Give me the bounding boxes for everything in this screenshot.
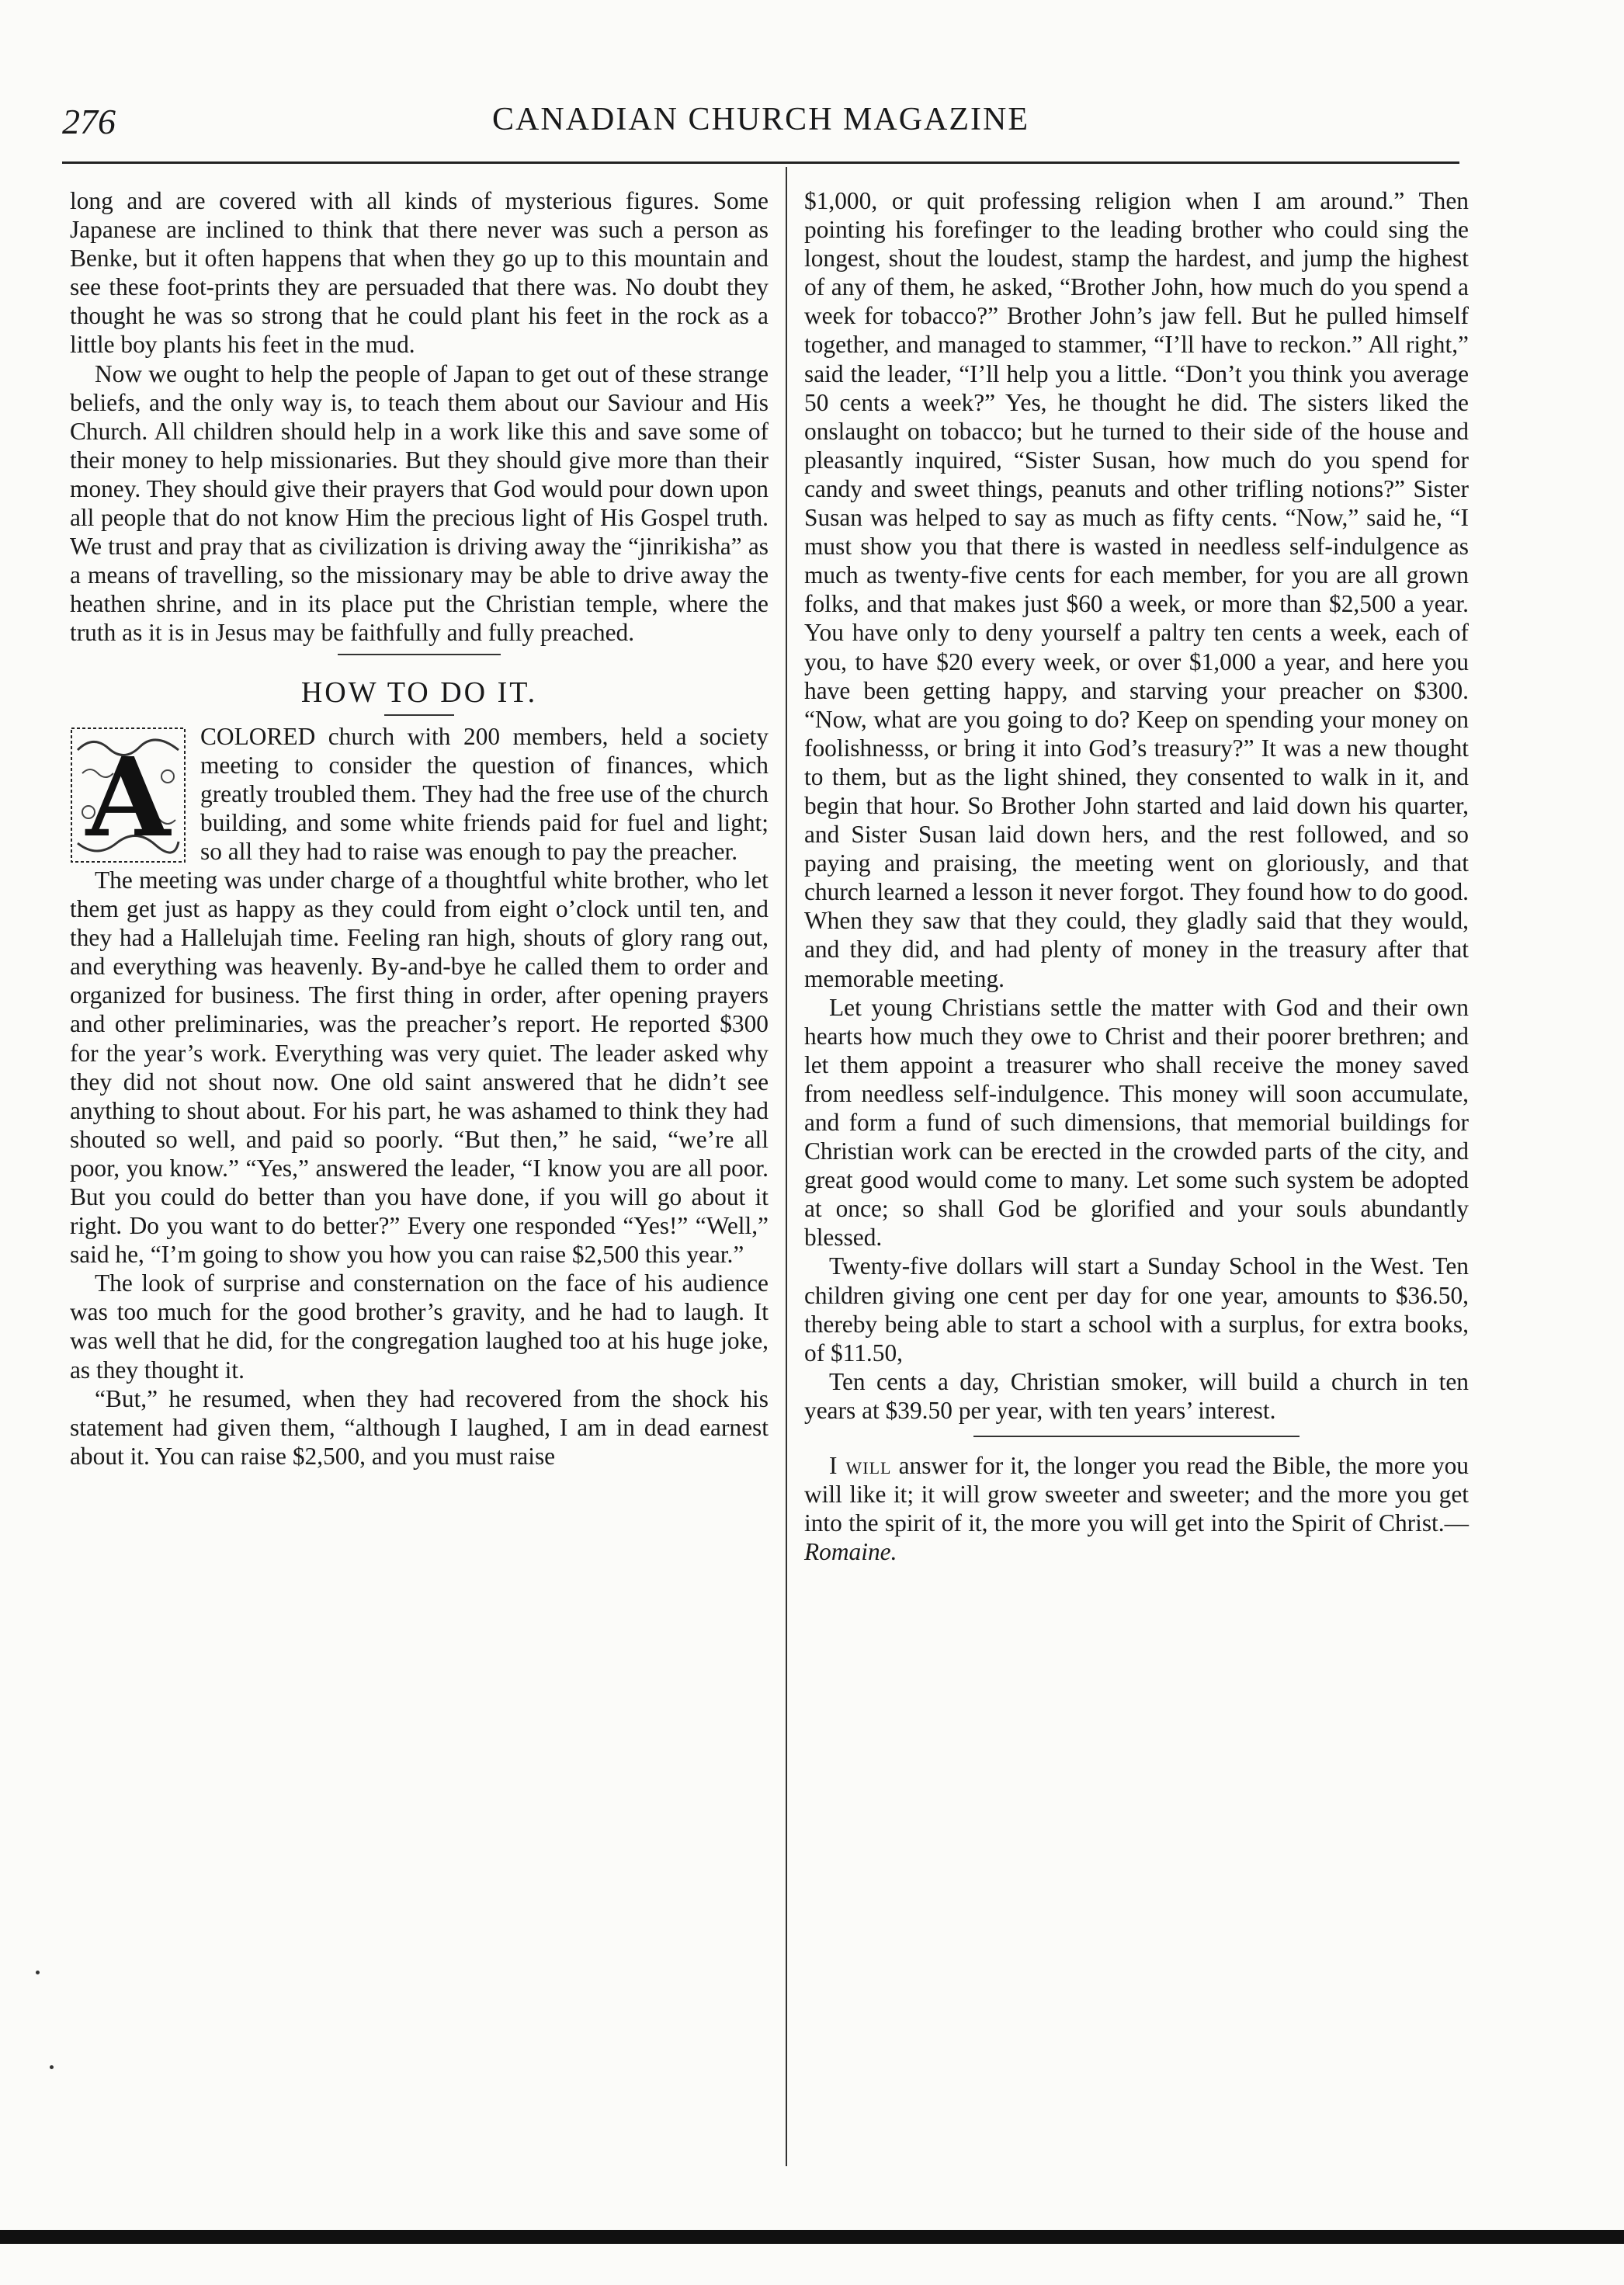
print-speck <box>50 2065 54 2069</box>
ornamental-dropcap-icon <box>70 727 186 863</box>
left-column <box>70 186 769 1471</box>
paragraph: Ten cents a day, Christian smoker, will build a church in ten years at $39.50 per year, with ten years’ interest. <box>804 1367 1469 1424</box>
attribution: Romaine. <box>804 1538 897 1566</box>
separator-rule <box>973 1436 1300 1437</box>
page-number: 276 <box>62 102 116 141</box>
right-column <box>804 186 1469 1566</box>
print-speck <box>36 1971 40 1974</box>
svg-text:A: A <box>85 734 171 862</box>
paragraph: The look of surprise and consternation on the face of his audience was too much for the good brother’s gravity, and he had to laugh. It was well that he did, for the congregation laughed too at his huge joke, as they thought it. <box>70 1269 769 1384</box>
dropcap-paragraph-text: COLORED church with 200 members, held a society meeting to consider the question of finances, which greatly troubled them. They had the free use of the church building, and some white friends paid for fuel and light; so all they had to raise was enough to pay the preacher. <box>200 722 769 865</box>
page-header <box>62 101 1459 148</box>
paragraph: Twenty-five dollars will start a Sunday School in the West. Ten children giving one cent per day for one year, amounts to $36.50, thereby being able to start a school with a surplus, for extra books, of $11.50, <box>804 1252 1469 1366</box>
paragraph: Now we ought to help the people of Japan to get out of these strange beliefs, and the only way is, to teach them about our Saviour and His Church. All children should help in a work like this and save some of their money to help missionaries. But they should give more than their money. They should give their prayers that God would pour down upon all people that do not know Him the precious light of His Gospel truth. We trust and pray that as civilization is driving away the “jinrikisha” as a means of travelling, so the missionary may be able to drive away the heathen shrine, and in its place put the Christian temple, where the truth as it is in Jesus may be faithfully and fully preached. <box>70 359 769 647</box>
paragraph: Let young Christians settle the matter with God and their own hearts how much they owe to Christ and their poorer brethren; and let them appoint a treasurer who shall receive the money saved from needless self-indulgence. This money will soon accumulate, and form a fund of such dimensions, that memorial buildings for Christian work can be erected in the crowded parts of the city, and great good would come to many. Let some such system be adopted at once; so shall God be glorified and your souls abundantly blessed. <box>804 993 1469 1252</box>
header-rule <box>62 161 1459 164</box>
lead-in: I will <box>829 1452 892 1480</box>
paragraph-with-dropcap <box>70 722 769 866</box>
section-rule <box>338 654 501 655</box>
paragraph: The meeting was under charge of a thoughtful white brother, who let them get just as happy as they could from eight o’clock until ten, and they had a Hallelujah time. Feeling ran high, shouts of glory rang out, and everything was heavenly. By-and-bye he called them to order and organized for business. The first thing in order, after opening prayers and other preliminaries, was the preacher’s report. He reported $300 for the year’s work. Everything was very quiet. The leader asked why they did not shout now. One old saint answered that he didn’t see anything to shout about. For his part, he was ashamed to think they had shouted so well, and paid so poorly. “But then,” he said, “we’re all poor, you know.” “Yes,” answered the leader, “I know you are all poor. But you could do better than you have done, if you will go about it right. Do you want to do better?” Every one responded “Yes!” “Well,” said he, “I’m going to show you how you can raise $2,500 this year.” <box>70 866 769 1269</box>
section-title: HOW TO DO IT. <box>300 675 538 709</box>
paragraph: long and are covered with all kinds of mysterious figures. Some Japanese are inclined to think that there never was such a person as Benke, but it often happens that when they go up to this mountain and see these foot-prints they are persuaded that there was. No doubt they thought he was so strong that he could plant his feet in the rock as a little boy plants his feet in the mud. <box>70 187 769 359</box>
column-divider <box>786 167 787 2166</box>
scan-edge-bar <box>0 2230 1624 2244</box>
paragraph: “But,” he resumed, when they had recovered from the shock his statement had given them, “although I laughed, I am in dead earnest about it. You can raise $2,500, and you must raise <box>70 1384 769 1470</box>
running-title: CANADIAN CHURCH MAGAZINE <box>492 102 1029 137</box>
quote-text: answer for it, the longer you read the Bible, the more you will like it; it will grow sweeter and sweeter; and the more you get into the spirit of it, the more you will get into the Spirit of Christ.— <box>804 1452 1469 1537</box>
title-rule <box>384 714 454 716</box>
quote-paragraph <box>804 1451 1469 1566</box>
paragraph: $1,000, or quit professing religion when I am around.” Then pointing his forefinger to the leading brother who could sing the longest, shout the loudest, stamp the hardest, and jump the highest of any of them, he asked, “Brother John, how much do you spend a week for tobacco?” Brother John’s jaw fell. But he pulled himself together, and managed to stammer, “I’ll have to reckon.” All right,” said the leader, “I’ll help you a little. “Don’t you think you average 50 cents a week?” Yes, he thought he did. The sisters liked the onslaught on tobacco; but he turned to their side of the house and pleasantly inquired, “Sister Susan, how much do you spend for candy and sweet things, peanuts and other trifling notions?” Sister Susan was helped to say as much as fifty cents. “Now,” said he, “I must show you that there is wasted in needless self-indulgence as much as twenty-five cents for each member, for you are all grown folks, and that makes just $60 a week, or more than $2,500 a year. You have only to deny yourself a paltry ten cents a week, each of you, to have $20 every week, or over $1,000 a year, and here you have been getting happy, and starving your preacher on $300. “Now, what are you going to do? Keep on spending your money on foolishnesss, or bring it into God’s treasury?” It was a new thought to them, but as the light shined, they consented to walk in it, and begin that hour. So Brother John started and laid down his quarter, and Sister Susan laid down hers, and the rest followed, and so paying and praising, the meeting went on gloriously, and that church learned a lesson it never forgot. They found how to do good. When they saw that they could, they gladly said that they would, and they did, and had plenty of money in the treasury after that memorable meeting. <box>804 187 1469 992</box>
